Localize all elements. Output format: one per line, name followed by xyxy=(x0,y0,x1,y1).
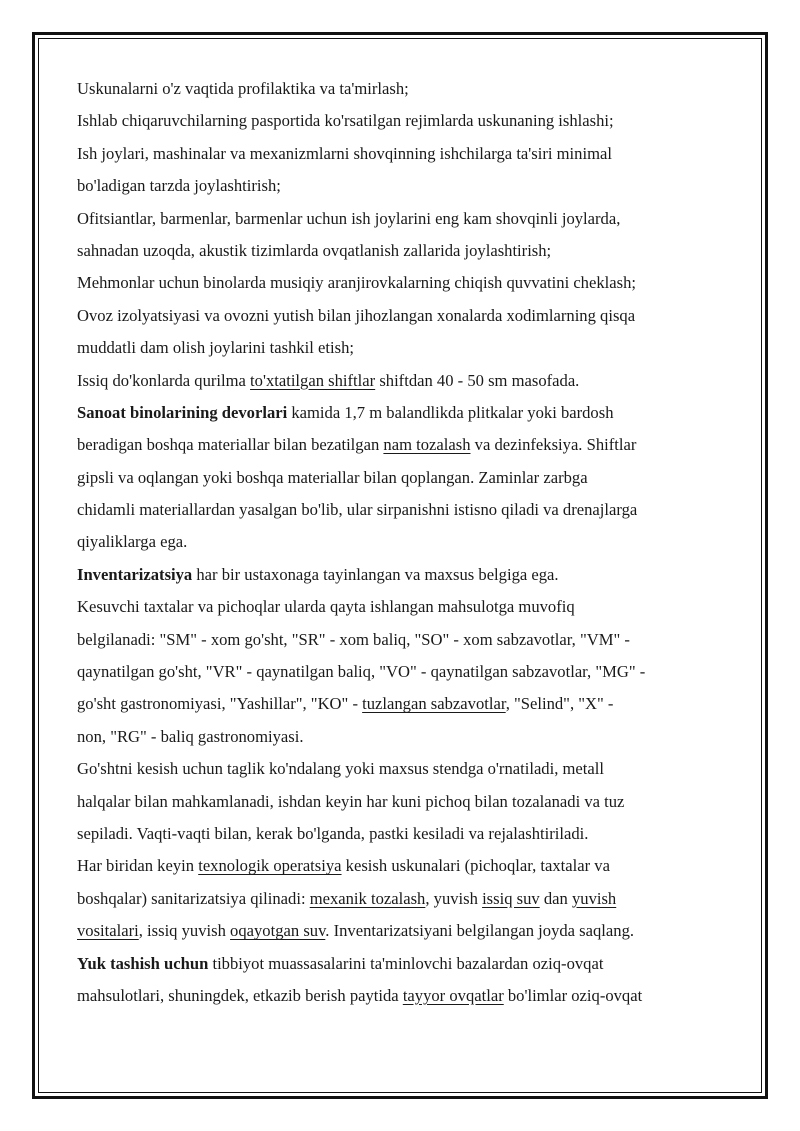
text-segment: Ishlab chiqaruvchilarning pasportida ko'rsatilgan rejimlarda uskunaning ishlashi; xyxy=(77,111,614,131)
text-line xyxy=(77,624,727,656)
text-segment: , "Selind", "X" - xyxy=(505,694,614,714)
text-segment: muddatli dam olish joylarini tashkil etish; xyxy=(77,338,354,358)
text-segment: chidamli materiallardan yasalgan bo'lib, ular sirpanishni istisno qiladi va drenajlarga xyxy=(77,500,638,520)
text-segment: Ish joylari, mashinalar va mexanizmlarni shovqinning ishchilarga ta'siri minimal xyxy=(77,143,612,163)
text-segment: Go'shtni kesish uchun taglik ko'ndalang yoki maxsus stendga o'rnatiladi, metall xyxy=(77,759,604,779)
text-segment: tibbiyot muassasalarini ta'minlovchi bazalardan oziq-ovqat xyxy=(208,953,604,973)
text-segment: Issiq do'konlarda qurilma xyxy=(77,370,251,390)
text-line xyxy=(77,332,727,364)
text-line xyxy=(77,980,727,1012)
text-line xyxy=(77,203,727,235)
text-segment: go'sht gastronomiyasi, "Yashillar", "KO" - xyxy=(77,694,363,714)
text-segment: belgilanadi: "SM" - xom go'sht, "SR" - xom baliq, "SO" - xom sabzavotlar, "VM" - xyxy=(77,629,630,649)
text-line xyxy=(77,138,727,170)
text-segment: Har biridan keyin xyxy=(77,856,199,876)
text-line xyxy=(77,818,727,850)
hyperlink-text[interactable]: to'xtatilgan shiftlar xyxy=(250,370,376,390)
text-line xyxy=(77,753,727,785)
text-line xyxy=(77,850,727,882)
text-segment: shiftdan 40 - 50 sm masofada. xyxy=(375,370,580,390)
text-line xyxy=(77,170,727,202)
text-segment: kesish uskunalari (pichoqlar, taxtalar va xyxy=(341,856,610,876)
text-segment: Kesuvchi taxtalar va pichoqlar ularda qayta ishlangan mahsulotga muvofiq xyxy=(77,597,575,617)
text-segment: bo'limlar oziq-ovqat xyxy=(503,985,643,1005)
bold-term: Yuk tashish uchun xyxy=(77,953,209,973)
bold-term: Sanoat binolarining devorlari xyxy=(77,402,288,422)
bold-term: Inventarizatsiya xyxy=(77,564,193,584)
hyperlink-text[interactable]: mexanik tozalash xyxy=(309,888,426,908)
hyperlink-text[interactable]: issiq suv xyxy=(482,888,540,908)
text-line xyxy=(77,883,727,915)
text-line xyxy=(77,365,727,397)
text-line xyxy=(77,429,727,461)
text-line xyxy=(77,73,727,105)
text-segment: , yuvish xyxy=(425,888,483,908)
text-line xyxy=(77,721,727,753)
text-line xyxy=(77,948,727,980)
text-segment: qaynatilgan go'sht, "VR" - qaynatilgan baliq, "VO" - qaynatilgan sabzavotlar, "MG" - xyxy=(77,662,646,682)
text-line xyxy=(77,397,727,429)
text-segment: beradigan boshqa materiallar bilan bezatilgan xyxy=(77,435,384,455)
text-segment: , issiq yuvish xyxy=(138,921,231,941)
text-line xyxy=(77,526,727,558)
text-line xyxy=(77,591,727,623)
text-segment: non, "RG" - baliq gastronomiyasi. xyxy=(77,726,304,746)
text-segment: sepiladi. Vaqti-vaqti bilan, kerak bo'lganda, pastki kesiladi va rejalashtiriladi. xyxy=(77,823,589,843)
text-segment: dan xyxy=(539,888,572,908)
hyperlink-text[interactable]: yuvish xyxy=(571,888,617,908)
hyperlink-text[interactable]: oqayotgan suv xyxy=(230,921,326,941)
hyperlink-text[interactable]: texnologik operatsiya xyxy=(198,856,342,876)
text-segment: har bir ustaxonaga tayinlangan va maxsus belgiga ega. xyxy=(192,564,559,584)
text-line xyxy=(77,462,727,494)
text-line xyxy=(77,688,727,720)
hyperlink-text[interactable]: tuzlangan sabzavotlar xyxy=(362,694,506,714)
text-line xyxy=(77,656,727,688)
text-line xyxy=(77,559,727,591)
text-segment: gipsli va oqlangan yoki boshqa materiallar bilan qoplangan. Zaminlar zarbga xyxy=(77,467,588,487)
text-segment: Mehmonlar uchun binolarda musiqiy aranjirovkalarning chiqish quvvatini cheklash; xyxy=(77,273,636,293)
text-segment: Ofitsiantlar, barmenlar, barmenlar uchun ish joylarini eng kam shovqinli joylarda, xyxy=(77,208,621,228)
text-segment: . Inventarizatsiyani belgilangan joyda saqlang. xyxy=(325,921,635,941)
text-segment: Uskunalarni o'z vaqtida profilaktika va ta'mirlash; xyxy=(77,79,409,98)
text-line xyxy=(77,494,727,526)
text-segment: boshqalar) sanitarizatsiya qilinadi: xyxy=(77,888,310,908)
text-line xyxy=(77,267,727,299)
text-segment: halqalar bilan mahkamlanadi, ishdan keyin har kuni pichoq bilan tozalanadi va tuz xyxy=(77,791,625,811)
text-line xyxy=(77,915,727,947)
document-body xyxy=(77,73,727,1012)
text-segment: bo'ladigan tarzda joylashtirish; xyxy=(77,176,281,196)
text-line xyxy=(77,300,727,332)
hyperlink-text[interactable]: nam tozalash xyxy=(383,435,471,455)
text-segment: Ovoz izolyatsiyasi va ovozni yutish bilan jihozlangan xonalarda xodimlarning qisqa xyxy=(77,305,636,325)
hyperlink-text[interactable]: tayyor ovqatlar xyxy=(402,985,504,1005)
text-line xyxy=(77,235,727,267)
text-segment: va dezinfeksiya. Shiftlar xyxy=(470,435,637,455)
hyperlink-text[interactable]: vositalari xyxy=(77,921,139,941)
text-segment: sahnadan uzoqda, akustik tizimlarda ovqatlanish zallarida joylashtirish; xyxy=(77,240,552,260)
text-segment: mahsulotlari, shuningdek, etkazib berish paytida xyxy=(77,985,403,1005)
text-line xyxy=(77,105,727,137)
text-segment: kamida 1,7 m balandlikda plitkalar yoki bardosh xyxy=(287,402,614,422)
text-segment: qiyaliklarga ega. xyxy=(77,532,188,552)
text-line xyxy=(77,786,727,818)
